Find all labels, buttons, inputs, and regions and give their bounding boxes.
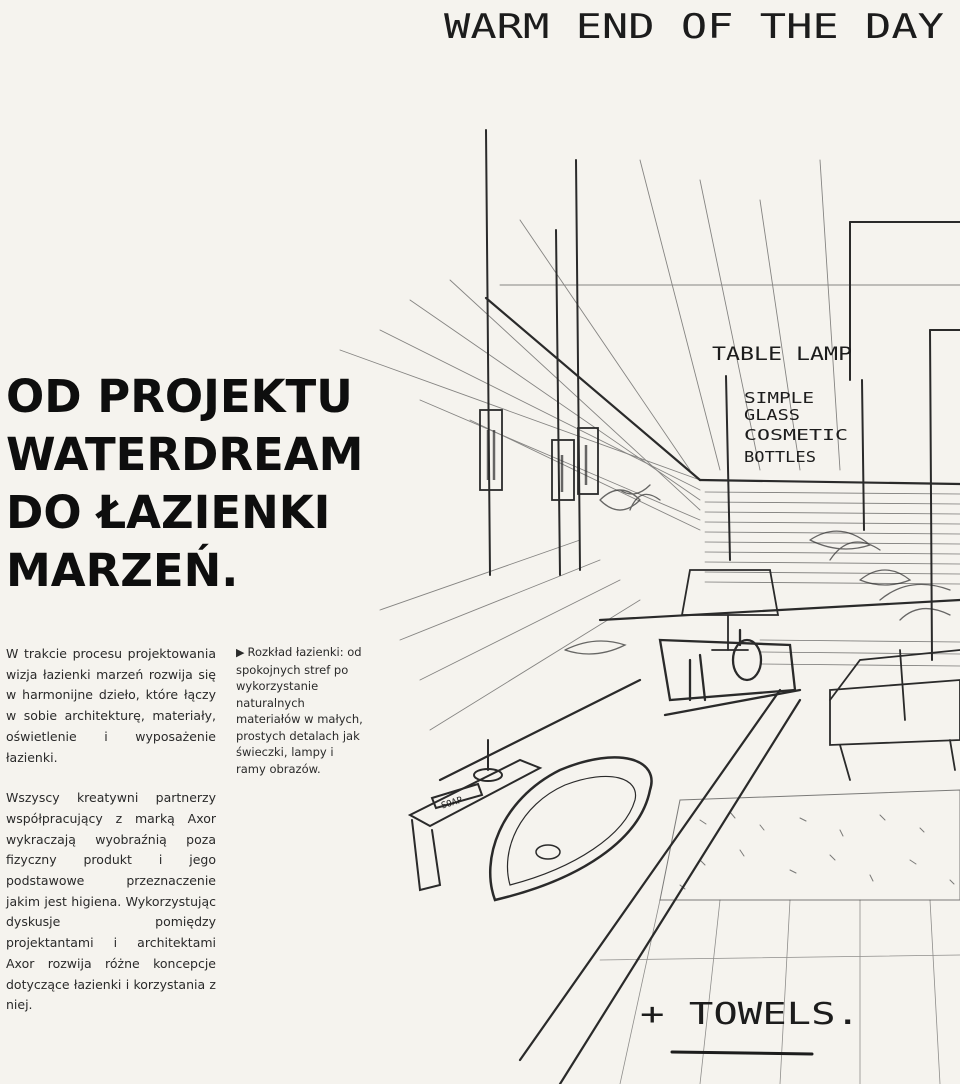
sketch-title: WARM END OF THE DAY xyxy=(444,7,944,47)
caption-text: Rozkład łazienki: od spokojnych stref po wykorzystanie naturalnych materiałów w małych, prostych detalach jak świeczki, lampy i ramy obrazów. xyxy=(236,645,363,776)
headline-line-3: DO ŁAZIENKI xyxy=(6,486,331,539)
headline-line-1: OD PROJEKTU xyxy=(6,370,353,423)
towels-underline xyxy=(672,1052,812,1054)
article-body xyxy=(6,644,216,1036)
headline-line-2: WATERDREAM xyxy=(6,428,364,481)
sketch-table-lamp-label: TABLE LAMP xyxy=(712,343,852,365)
caption-marker-icon: ▶ xyxy=(236,646,245,659)
paragraph-2: Wszyscy kreatywni partnerzy współpracujący z marką Axor wykraczają wyobraźnią poza fizyczny produkt i jego podstawowe przeznaczenie jakim jest higiena. Wykorzystując dyskusje pomiędzy projektantami i architektami Axor rozwija różne koncepcje dotyczące łazienki i korzystania z niej. xyxy=(6,790,216,1013)
sketch-bottles-label-4: BOTTLES xyxy=(744,448,816,466)
paragraph-1: W trakcie procesu projektowania wizja łazienki marzeń rozwija się w harmonijne dzieło, które łączy w sobie architekturę, materiały, oświetlenie i wyposażenie łazienki. xyxy=(6,646,216,765)
sketch-towels-label: + TOWELS. xyxy=(640,997,860,1032)
headline-line-4: MARZEŃ. xyxy=(6,544,239,597)
sketch-bottles-label-3: COSMETIC xyxy=(744,426,848,444)
sketch-bottles-label-2: GLASS xyxy=(744,406,800,424)
sketch-soap-label: SOAP xyxy=(440,795,464,812)
sketch-bottles-label-1: SIMPLE xyxy=(744,389,814,407)
article-headline xyxy=(6,368,386,600)
image-caption xyxy=(236,644,366,777)
